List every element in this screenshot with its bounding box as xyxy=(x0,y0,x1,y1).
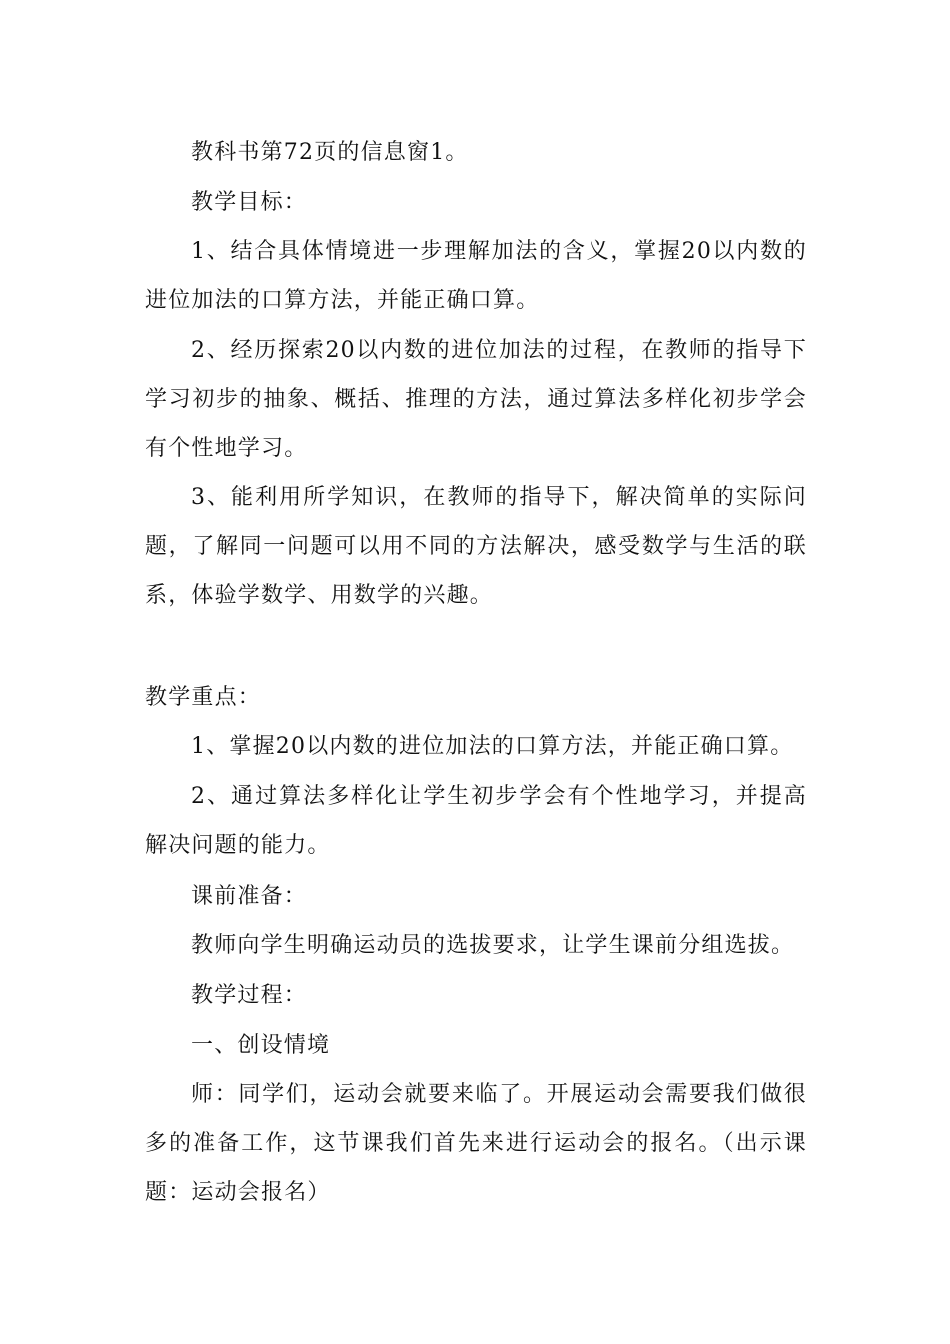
preparation-text: 教师向学生明确运动员的选拔要求，让学生课前分组选拔。 xyxy=(191,933,795,958)
focus-item-2: 2、通过算法多样化让学生初步学会有个性地学习，并提高解决问题的能力。 xyxy=(145,784,807,858)
goal-item-2: 2、经历探索20以内数的进位加法的过程，在教师的指导下学习初步的抽象、概括、推理的方法，通过算法多样化初步学会有个性地学习。 xyxy=(145,338,807,461)
goal-item-1: 1、结合具体情境进一步理解加法的含义，掌握20以内数的进位加法的口算方法，并能正确口算。 xyxy=(145,239,807,313)
focus-item-1: 1、掌握20以内数的进位加法的口算方法，并能正确口算。 xyxy=(191,734,794,759)
section-create-scenario: 一、创设情境 xyxy=(191,1033,331,1058)
heading-teaching-focus: 教学重点： xyxy=(145,685,262,710)
teacher-dialogue: 师：同学们，运动会就要来临了。开展运动会需要我们做很多的准备工作，这节课我们首先来进行运动会的报名。（出示课题：运动会报名） xyxy=(145,1082,807,1205)
heading-teaching-goals: 教学目标： xyxy=(191,190,308,215)
heading-teaching-process: 教学过程： xyxy=(191,983,308,1008)
heading-preparation: 课前准备： xyxy=(191,884,308,909)
paragraph-textbook-reference: 教科书第72页的信息窗1。 xyxy=(191,140,469,165)
goal-item-3: 3、能利用所学知识，在教师的指导下，解决简单的实际问题，了解同一问题可以用不同的方法解决，感受数学与生活的联系，体验学数学、用数学的兴趣。 xyxy=(145,485,807,608)
